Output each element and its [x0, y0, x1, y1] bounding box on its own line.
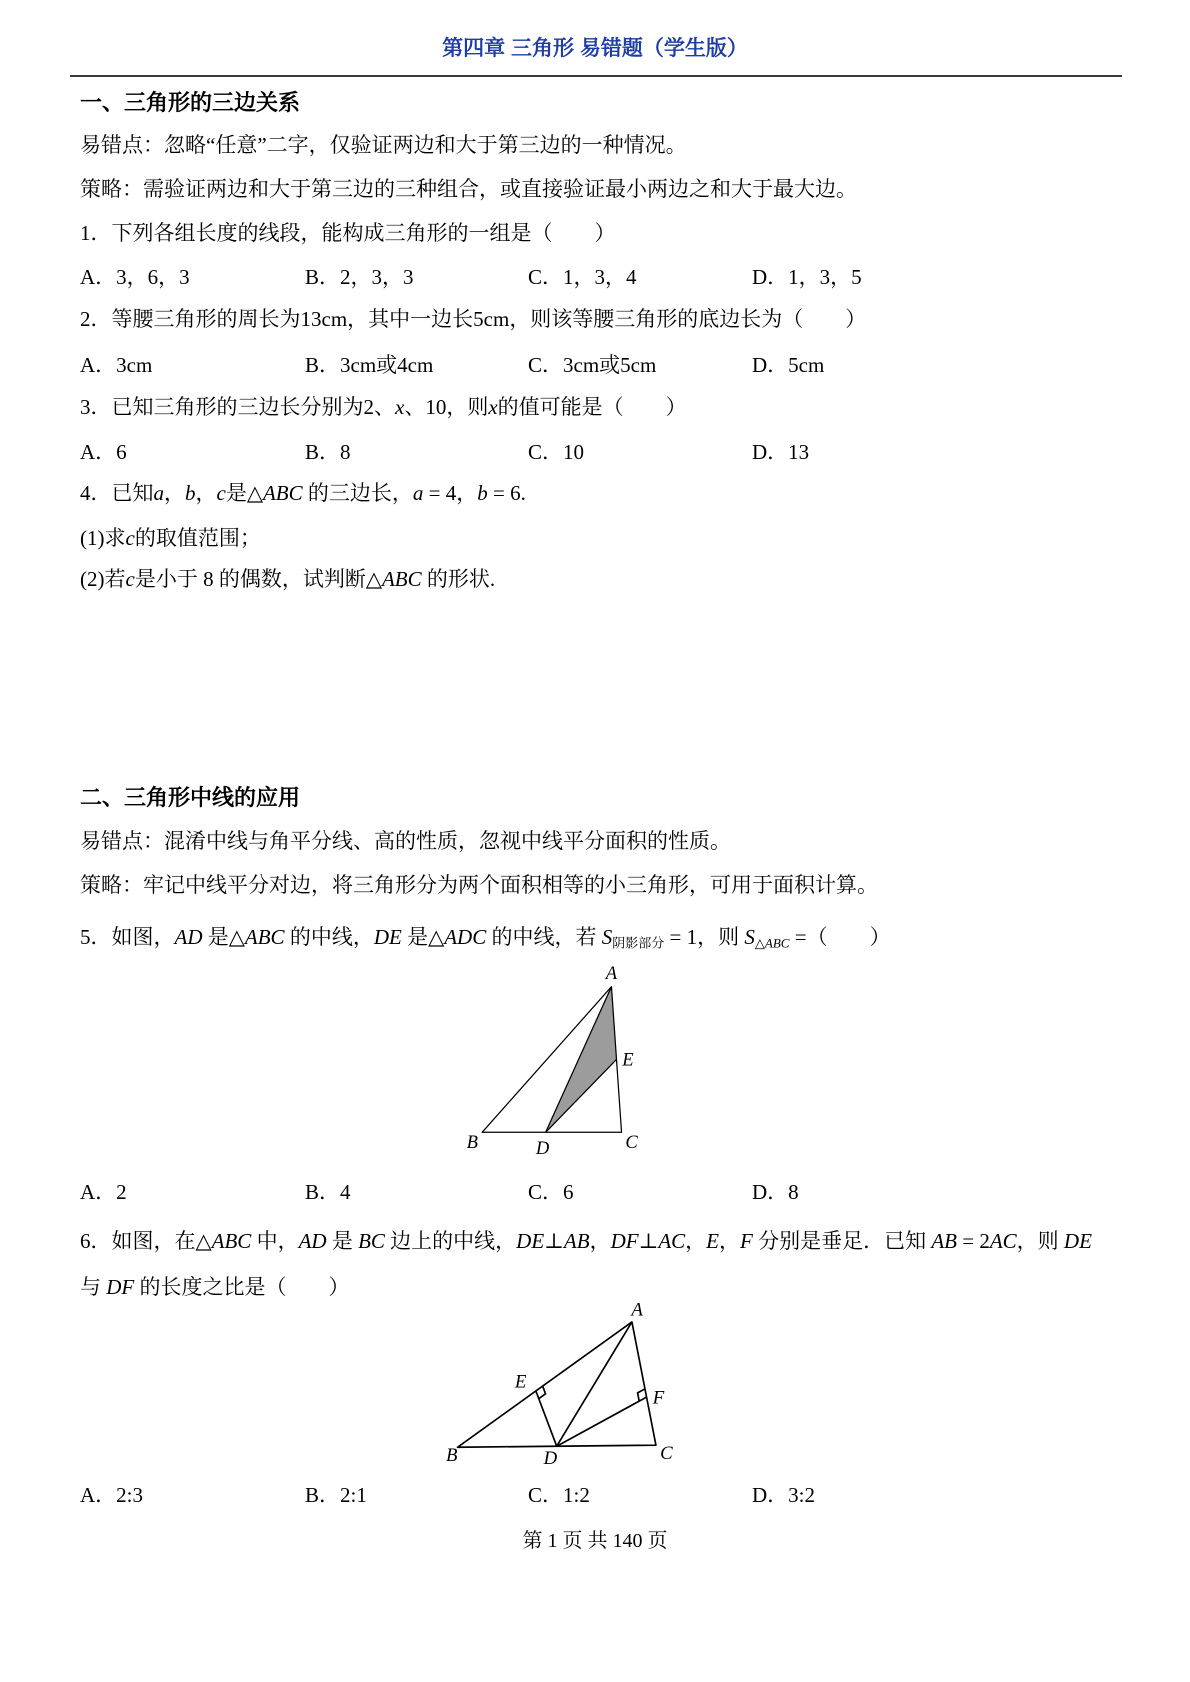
- vertex-label-e: E: [514, 1371, 527, 1393]
- q2-option-c: C．3cm或5cm: [528, 353, 657, 377]
- q3-option-a: A．6: [80, 440, 127, 464]
- vertex-label-a: A: [631, 1300, 643, 1321]
- figure-q5-drawing: [462, 965, 644, 1159]
- q3-stem: 3．已知三角形的三边长分别为2、x、10，则x的值可能是（ ）: [80, 395, 687, 419]
- q2-options: [80, 349, 1118, 379]
- q5-option-a: A．2: [80, 1180, 127, 1204]
- title-divider: [70, 75, 1122, 77]
- q1-options: [80, 261, 1118, 291]
- q2-option-b: B．3cm或4cm: [305, 353, 434, 377]
- section2-error-point: 易错点：混淆中线与角平分线、高的性质，忽视中线平分面积的性质。: [80, 829, 731, 853]
- q1-option-d: D．1，3，5: [752, 265, 862, 289]
- median-ad-line: [557, 1322, 632, 1446]
- section2-heading: 二、三角形中线的应用: [80, 785, 301, 810]
- vertex-label-f: F: [652, 1387, 665, 1409]
- section2-strategy: 策略：牢记中线平分对边，将三角形分为两个面积相等的小三角形，可用于面积计算。: [80, 873, 878, 897]
- vertex-label-e: E: [622, 1049, 634, 1071]
- q1-option-b: B．2，3，3: [305, 265, 414, 289]
- q6-options: [80, 1479, 1118, 1509]
- page-footer: 第 1 页 共 140 页: [522, 1530, 668, 1552]
- section1-heading: 一、三角形的三边关系: [80, 90, 301, 115]
- vertex-label-b: B: [466, 1131, 479, 1153]
- figure-q5: [462, 965, 644, 1159]
- section1-strategy: 策略：需验证两边和大于第三边的三种组合，或直接验证最小两边之和大于最大边。: [80, 177, 857, 201]
- vertex-label-d: D: [543, 1447, 558, 1468]
- q2-option-a: A．3cm: [80, 353, 153, 377]
- q6-stem: 6．如图，在△ABC 中，AD 是 BC 边上的中线，DE⊥AB，DF⊥AC，E，F 分别是垂足．已知 AB = 2AC，则 DE 与 DF 的长度之比是（ ）: [80, 1229, 1092, 1299]
- q6-option-b: B．2:1: [305, 1483, 367, 1507]
- q1-option-c: C．1，3，4: [528, 265, 637, 289]
- q5-option-b: B．4: [305, 1180, 351, 1204]
- q3-option-d: D．13: [752, 440, 810, 464]
- vertex-label-b: B: [446, 1444, 458, 1466]
- q6-option-a: A．2:3: [80, 1483, 143, 1507]
- q2-option-d: D．5cm: [752, 353, 825, 377]
- segment-df-line: [557, 1397, 647, 1446]
- section1-error-point: 易错点：忽略“任意”二字，仅验证两边和大于第三边的一种情况。: [80, 133, 687, 157]
- q3-option-c: C．10: [528, 440, 585, 464]
- q1-stem: 1．下列各组长度的线段，能构成三角形的一组是（ ）: [80, 221, 616, 245]
- q4-part1: (1)求c的取值范围；: [80, 526, 261, 550]
- shaded-region-ade: [546, 987, 617, 1133]
- q4-stem: 4．已知a，b，c是△ABC 的三边长，a = 4，b = 6.: [80, 481, 526, 505]
- q3-options: [80, 436, 1118, 466]
- q5-option-c: C．6: [528, 1180, 574, 1204]
- q5-stem: 5．如图，AD 是△ABC 的中线，DE 是△ADC 的中线，若 $S_{阴影部分} = 1$，则 $S_{\triangle ABC}$ =（ ）: [80, 925, 891, 951]
- q2-stem: 2．等腰三角形的周长为13cm，其中一边长5cm，则该等腰三角形的底边长为（ ）: [80, 307, 867, 331]
- q5-options: [80, 1176, 1118, 1206]
- q5-option-d: D．8: [752, 1180, 799, 1204]
- q6-option-d: D．3:2: [752, 1483, 815, 1507]
- figure-q6-drawing: [446, 1300, 681, 1467]
- segment-de-line: [536, 1391, 557, 1446]
- vertex-label-d: D: [535, 1137, 550, 1159]
- vertex-label-c: C: [660, 1442, 673, 1464]
- figure-q6: [446, 1300, 681, 1467]
- q1-option-a: A．3，6，3: [80, 265, 190, 289]
- vertex-label-c: C: [625, 1131, 638, 1153]
- q4-part2: (2)若c是小于 8 的偶数，试判断△ABC 的形状.: [80, 567, 496, 591]
- page-title: 第四章 三角形 易错题（学生版）: [442, 37, 748, 60]
- q3-option-b: B．8: [305, 440, 351, 464]
- triangle-abc-outline: [457, 1322, 655, 1447]
- q6-option-c: C．1:2: [528, 1483, 590, 1507]
- vertex-label-a: A: [605, 965, 618, 984]
